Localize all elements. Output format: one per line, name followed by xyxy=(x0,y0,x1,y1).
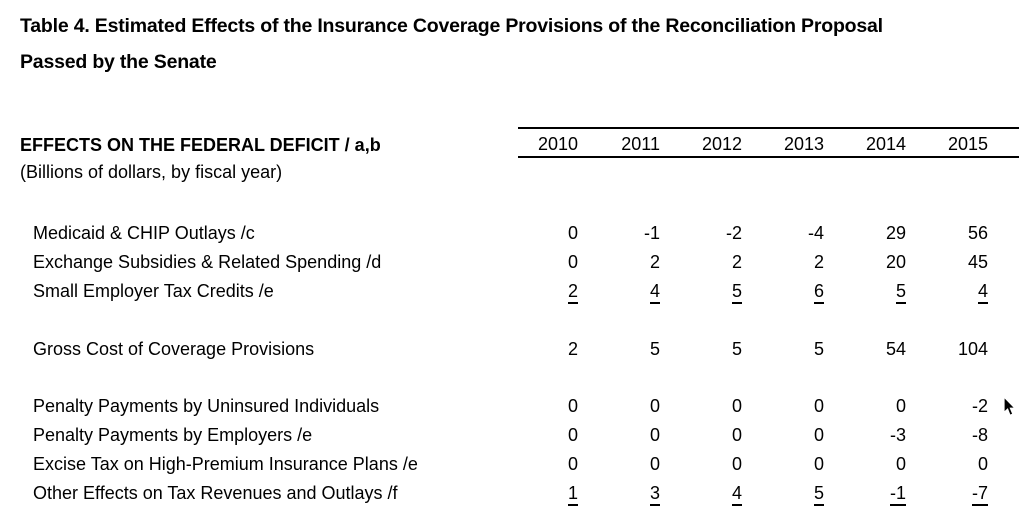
cell-value: 45 xyxy=(967,252,988,272)
row-label: Small Employer Tax Credits /e xyxy=(33,281,274,301)
cell-value: 5 xyxy=(732,281,742,304)
cell-value: 0 xyxy=(731,454,742,474)
cell-value: 0 xyxy=(895,454,906,474)
table-row xyxy=(0,248,988,277)
cell-value: 29 xyxy=(885,223,906,243)
cell-value: -1 xyxy=(643,223,660,243)
year-header-2011: 2011 xyxy=(621,134,660,154)
cell-value: 0 xyxy=(731,425,742,445)
cell-value: 1 xyxy=(568,483,578,506)
cell-value: 20 xyxy=(885,252,906,272)
cell-value: 6 xyxy=(814,281,824,304)
cell-value: 56 xyxy=(967,223,988,243)
cell-value: 4 xyxy=(650,281,660,304)
cell-value: 4 xyxy=(978,281,988,304)
cell-value: 0 xyxy=(731,396,742,416)
cell-value: 5 xyxy=(731,339,742,359)
cell-value: 2 xyxy=(649,252,660,272)
cell-value: 104 xyxy=(957,339,988,359)
table-row xyxy=(0,219,988,248)
cell-value: -7 xyxy=(972,483,988,506)
cell-value: 3 xyxy=(650,483,660,506)
cell-value: 0 xyxy=(813,454,824,474)
cell-value: 2 xyxy=(568,281,578,304)
cell-value: 0 xyxy=(813,396,824,416)
cell-value: 0 xyxy=(567,252,578,272)
year-header-2012: 2012 xyxy=(701,134,742,154)
cell-value: 0 xyxy=(567,454,578,474)
table-row xyxy=(0,479,988,508)
row-label: Medicaid & CHIP Outlays /c xyxy=(33,223,255,243)
row-label: Exchange Subsidies & Related Spending /d xyxy=(33,252,382,272)
cell-value: 5 xyxy=(896,281,906,304)
table-row xyxy=(0,277,988,306)
cell-value: 0 xyxy=(567,425,578,445)
table-title-line2: Passed by the Senate xyxy=(20,51,217,73)
cell-value: 0 xyxy=(649,425,660,445)
row-label: Other Effects on Tax Revenues and Outlays /f xyxy=(33,483,398,503)
mouse-pointer-icon xyxy=(1002,396,1016,418)
cell-value: 5 xyxy=(814,483,824,506)
cell-value: 4 xyxy=(732,483,742,506)
table-row xyxy=(0,421,988,450)
cell-value: 2 xyxy=(813,252,824,272)
row-label: Excise Tax on High-Premium Insurance Plans /e xyxy=(33,454,418,474)
cell-value: -3 xyxy=(889,425,906,445)
section-header: EFFECTS ON THE FEDERAL DEFICIT / a,b xyxy=(20,135,381,155)
cell-value: 0 xyxy=(567,396,578,416)
table-row xyxy=(0,450,988,479)
cell-value: 0 xyxy=(649,454,660,474)
year-header-row xyxy=(0,131,988,157)
cell-value: -4 xyxy=(807,223,824,243)
cell-value: -8 xyxy=(971,425,988,445)
cell-value: 0 xyxy=(813,425,824,445)
row-label: Penalty Payments by Employers /e xyxy=(33,425,313,445)
year-header-2015: 2015 xyxy=(947,134,988,154)
cell-value: -2 xyxy=(971,396,988,416)
cell-value: 5 xyxy=(813,339,824,359)
cell-value: -1 xyxy=(890,483,906,506)
table-title xyxy=(20,8,883,80)
cell-value: 0 xyxy=(977,454,988,474)
cell-value: 54 xyxy=(885,339,906,359)
year-header-2013: 2013 xyxy=(783,134,824,154)
cell-value: 5 xyxy=(649,339,660,359)
row-label: Gross Cost of Coverage Provisions xyxy=(33,339,315,359)
table-row xyxy=(0,392,988,421)
table-row xyxy=(0,335,988,364)
section-subheader: (Billions of dollars, by fiscal year) xyxy=(20,162,283,182)
cell-value: 2 xyxy=(567,339,578,359)
cell-value: 0 xyxy=(649,396,660,416)
row-label: Penalty Payments by Uninsured Individuals xyxy=(33,396,380,416)
year-header-2014: 2014 xyxy=(865,134,906,154)
year-header-2010: 2010 xyxy=(537,134,578,154)
header-rule-top xyxy=(518,127,1019,129)
cell-value: 0 xyxy=(895,396,906,416)
cell-value: -2 xyxy=(725,223,742,243)
cell-value: 0 xyxy=(567,223,578,243)
cell-value: 2 xyxy=(731,252,742,272)
table-title-line1: Table 4. Estimated Effects of the Insurance Coverage Provisions of the Reconciliation Proposal xyxy=(20,15,883,37)
